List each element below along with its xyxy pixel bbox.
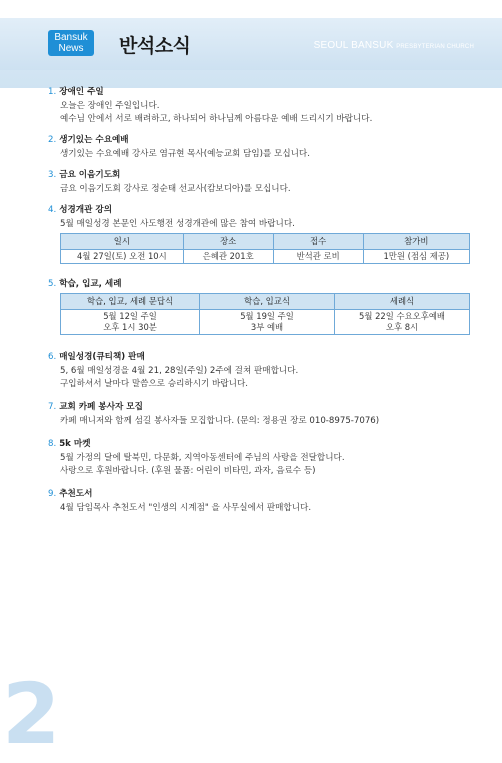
section-6 — [48, 351, 468, 391]
section-8 — [48, 438, 468, 478]
section-number: 4. — [48, 205, 57, 215]
section-4 — [48, 204, 468, 264]
section-line: 구입하셔서 날마다 말씀으로 승리하시기 바랍니다. — [60, 379, 248, 389]
section-number: 8. — [48, 439, 57, 449]
section-title: 매일성경(큐티책) 판매 — [59, 352, 145, 362]
church-sub: PRESBYTERIAN CHURCH — [396, 44, 474, 50]
table-row — [61, 310, 470, 335]
table-header: 참가비 — [363, 234, 469, 250]
table-row — [61, 250, 470, 264]
baptism-table — [60, 293, 470, 335]
cell-line: 5월 22일 수요오후예배 — [358, 311, 446, 321]
table-cell: 반석관 로비 — [273, 250, 363, 264]
table-header: 장소 — [183, 234, 273, 250]
cell-line: 오후 1시 30분 — [103, 322, 157, 332]
section-line: 생기있는 수요예배 강사로 염규현 목사(예능교회 담임)를 모십니다. — [60, 149, 310, 159]
table-cell: 1만원 (점심 제공) — [363, 250, 469, 264]
section-number: 3. — [48, 170, 57, 180]
church-main: SEOUL BANSUK — [313, 40, 394, 51]
logo-line2: News — [58, 43, 84, 54]
section-number: 2. — [48, 135, 57, 145]
section-title: 생기있는 수요예배 — [59, 135, 129, 145]
section-line: 사랑으로 후원바랍니다. (후원 물품: 어린이 비타민, 과자, 음료수 등) — [60, 466, 316, 476]
section-number: 1. — [48, 87, 57, 97]
news-content — [48, 86, 468, 523]
table-cell — [335, 310, 470, 335]
section-line: 5월 매일성경 본문인 사도행전 성경개관에 많은 참여 바랍니다. — [60, 219, 295, 229]
section-5 — [48, 278, 468, 335]
section-number: 6. — [48, 352, 57, 362]
bansuk-news-logo — [48, 30, 94, 56]
section-9 — [48, 488, 468, 515]
table-cell: 4월 27일(토) 오전 10시 — [61, 250, 184, 264]
section-title: 추천도서 — [59, 489, 93, 499]
table-header: 세례식 — [335, 294, 470, 310]
section-line: 5월 가정의 달에 탈북민, 다문화, 지역아동센터에 주님의 사랑을 전달합니다. — [60, 453, 345, 463]
section-number: 7. — [48, 402, 57, 412]
section-line: 카페 매니저와 함께 섬길 봉사자들 모집합니다. (문의: 정용권 장로 010-8975-7076) — [60, 416, 380, 426]
section-title: 학습, 입교, 세례 — [59, 279, 122, 289]
table-cell — [200, 310, 335, 335]
table-cell — [61, 310, 200, 335]
cell-line: 오후 8시 — [385, 322, 419, 332]
section-number: 9. — [48, 489, 57, 499]
table-header: 일시 — [61, 234, 184, 250]
section-title: 금요 이음기도회 — [59, 170, 121, 180]
section-1 — [48, 86, 468, 126]
table-header: 학습, 입교, 세례 문답식 — [61, 294, 200, 310]
section-line: 오늘은 장애인 주일입니다. — [60, 101, 160, 111]
page-title: 반석소식 — [119, 35, 191, 57]
section-line: 예수님 안에서 서로 배려하고, 하나되어 하나님께 아름다운 예배 드리시기 바랍니다. — [60, 114, 373, 124]
section-title: 교회 카페 봉사자 모집 — [59, 402, 143, 412]
cell-line: 5월 12일 주일 — [103, 311, 157, 321]
church-name — [314, 40, 474, 51]
section-title: 성경개관 강의 — [59, 205, 113, 215]
page-number: 2 — [2, 665, 61, 763]
section-title: 5k 마켓 — [59, 439, 91, 449]
table-header: 학습, 입교식 — [200, 294, 335, 310]
section-line: 5, 6월 매일성경을 4월 21, 28일(주일) 2주에 걸쳐 판매합니다. — [60, 366, 299, 376]
section-7 — [48, 401, 468, 428]
table-cell: 은혜관 201호 — [183, 250, 273, 264]
logo-line1: Bansuk — [54, 32, 88, 43]
section-3 — [48, 169, 468, 196]
table-header: 접수 — [273, 234, 363, 250]
lecture-table — [60, 233, 470, 264]
section-title: 장애인 주일 — [59, 87, 104, 97]
cell-line: 3부 예배 — [250, 322, 284, 332]
header — [0, 0, 502, 88]
section-line: 금요 이음기도회 강사로 정순태 선교사(캄보디아)를 모십니다. — [60, 184, 291, 194]
section-2 — [48, 134, 468, 161]
cell-line: 5월 19일 주일 — [240, 311, 294, 321]
section-number: 5. — [48, 279, 57, 289]
section-line: 4월 담임목사 추천도서 "인생의 시계점" 을 사무실에서 판매합니다. — [60, 503, 312, 513]
